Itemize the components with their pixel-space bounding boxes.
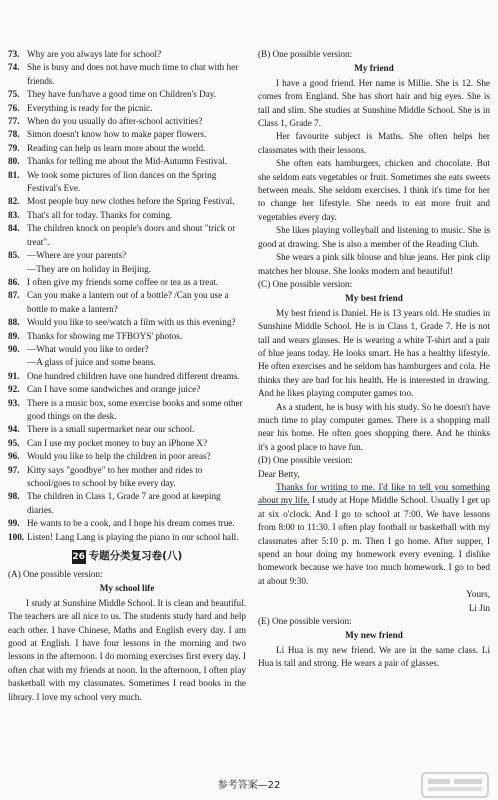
right-column (258, 48, 490, 671)
section-a-label: (A) One possible version: (8, 569, 103, 580)
answer-item (8, 383, 246, 396)
answer-number: 77. (8, 116, 20, 127)
answer-item (8, 450, 246, 463)
answer-number: 88. (8, 317, 20, 328)
answer-number: 94. (8, 424, 20, 435)
answer-number: 87. (8, 290, 20, 301)
section-c-para: As a student, he is busy with his study. So he doesn't have much time to play computer games. There is a shopping mall near his home. He often goes shopping there. And he thinks it's a good place to have fun. (258, 401, 490, 452)
answer-text: The children knock on people's doors and shout "trick or treat". (27, 223, 236, 247)
answer-number: 78. (8, 129, 20, 140)
answer-text: Would you like to help the children in poor areas? (27, 451, 211, 462)
unit-heading (8, 550, 246, 564)
underlined-opening: Thanks for writing to me. I'd like to tell you something about my life. (258, 482, 490, 506)
answer-item (8, 142, 246, 155)
answer-text: He wants to be a cook, and I hope his dream comes true. (27, 518, 235, 529)
answer-item (8, 316, 246, 329)
answer-text: Can I use my pocket money to buy an iPhone X? (27, 437, 208, 448)
unit-title: 专题分类复习卷(八) (88, 550, 183, 563)
answer-number: 93. (8, 397, 20, 408)
answer-number: 86. (8, 276, 20, 287)
answer-number (8, 263, 27, 276)
answer-text: That's all for today. Thanks for coming. (27, 209, 173, 220)
answer-number: 90. (8, 343, 20, 354)
answer-item (8, 423, 246, 436)
answer-number: 81. (8, 169, 20, 180)
answer-text: When do you usually do after-school activities? (27, 116, 203, 127)
answer-item (8, 249, 246, 262)
section-c-para: My best friend is Daniel. He is 13 years old. He studies in Sunshine Middle School. He is in Class 1, Grade 7. He is not tall and wears glasses. He is wearing a white T-shirt and a pair of blue jeans today. He looks smart. He has a healthy lifestyle. He often exercises and he seldom has hamburgers and cola. He thinks they are bad for his health. He is interested in drawing. And he likes playing computer games too. (258, 307, 490, 399)
answer-number: 91. (8, 370, 20, 381)
answer-text: Thanks for telling me about the Mid-Autumn Festival. (27, 156, 228, 167)
answer-item (8, 48, 246, 61)
section-a-title: My school life (99, 583, 155, 594)
letter-greeting: Dear Betty, (258, 468, 300, 479)
section-b-para: She likes playing volleyball and listening to music. She is good at drawing. She is also a member of the Reading Club. (258, 225, 490, 249)
answer-number: 84. (8, 223, 20, 234)
answer-item (8, 531, 246, 544)
answer-text: There is a music box, some exercise books and some other good things on the desk. (27, 397, 243, 421)
answer-text: Reading can help us learn more about the world. (27, 142, 206, 153)
answer-number: 83. (8, 209, 20, 220)
answer-text: Everything is ready for the picnic. (27, 102, 153, 113)
letter-closing: Yours, (466, 589, 490, 600)
answer-item (8, 155, 246, 168)
answer-text: Can you make a lantern out of a bottle? /Can you use a bottle to make a lantern? (27, 290, 229, 314)
answer-item (8, 102, 246, 115)
answer-site-stamp-icon (420, 770, 490, 800)
answer-number: 98. (8, 491, 20, 502)
section-b-label: (B) One possible version: (258, 49, 353, 59)
answer-text: We took some pictures of lion dances on the Spring Festival's Eve. (27, 169, 217, 194)
section-b-para: She wears a pink silk blouse and blue jeans. Her pink clip matches her blouse. She looks modern and beautiful! (258, 252, 490, 276)
answer-item (8, 195, 246, 208)
answer-number: 74. (8, 62, 20, 73)
answer-number: 100. (8, 531, 25, 542)
answer-text: —They are on holiday in Beijing. (27, 263, 152, 274)
section-b-para: Her favourite subject is Maths. She often helps her classmates with their lessons. (258, 131, 490, 155)
answer-item (8, 356, 246, 369)
answer-item (8, 222, 246, 249)
answer-text: There is a small supermarket near our school. (27, 424, 195, 435)
answer-item (8, 397, 246, 424)
answer-number: 99. (8, 518, 20, 529)
answer-item (8, 437, 246, 450)
answer-text: Would you like to see/watch a film with us this evening? (27, 317, 236, 328)
answer-item (8, 88, 246, 101)
answer-text: Kitty says "goodbye" to her mother and rides to school/goes to school by bike every day. (27, 464, 203, 488)
answer-text: Thanks for showing me TFBOYS' photos. (27, 330, 183, 341)
unit-number-badge: 26 (72, 552, 85, 563)
answer-text: Listen! Lang Lang is playing the piano in our school hall. (27, 531, 239, 542)
section-c-title: My best friend (345, 293, 403, 304)
answer-item (8, 464, 246, 491)
section-e-label: (E) One possible version: (258, 616, 352, 627)
section-b-para: I have a good friend. Her name is Millie. She is 12. She comes from England. She has short hair and big eyes. She is tall and slim. She studies at Sunshine Middle School. She is in Class 1, Grade 7. (258, 77, 490, 129)
answer-number: 96. (8, 451, 20, 462)
section-d-body (258, 481, 490, 588)
answer-text: —Where are your parents? (27, 250, 127, 261)
left-column (8, 48, 246, 704)
answer-text: —What would you like to order? (27, 343, 149, 354)
answer-number: 79. (8, 142, 20, 153)
answer-item (8, 276, 246, 289)
answer-item (8, 128, 246, 141)
answer-item (8, 517, 246, 530)
section-b-title: My friend (354, 63, 394, 74)
letter-signature: Li Jin (468, 602, 490, 613)
answer-item (8, 209, 246, 222)
answer-item (8, 61, 246, 88)
answer-text: She is busy and does not have much time to chat with her friends. (27, 62, 239, 86)
section-b-para: She often eats hamburgers, chicken and chocolate. But she seldom eats vegetables or fruit. Sometimes she eats sweets between meals. She seldom exercises. I think it's time for her to change her lifestyle. She needs to eat more fruit and vegetables every day. (258, 158, 490, 222)
answer-number: 76. (8, 102, 20, 113)
answer-item (8, 169, 246, 196)
page-footer: 参考答案—22 (217, 780, 281, 791)
answer-number: 85. (8, 250, 20, 261)
answer-number: 80. (8, 156, 20, 167)
answer-number: 95. (8, 437, 20, 448)
answer-item (8, 330, 246, 343)
letter-body: I study at Hope Middle School. Usually I get up at six o'clock. And I go to school at 7:00. We have lessons from 8:00 to 11:30. I often play football or basketball with my classmates after 5:10 p. m. Then I go home. After supper, I spend an hour doing my homework every evening. I dislike homework because we have too much homework. I go to bed at about 9:30. (258, 495, 490, 586)
answer-item (8, 289, 246, 316)
answer-number: 89. (8, 330, 20, 341)
section-e-title: My new friend (345, 630, 403, 641)
section-a-body: I study at Sunshine Middle School. It is clean and beautiful. The teachers are all nice to us. The students study hard and help each other. I have Chinese, Maths and English every day. I am good at English. I have four lessons in the morning and two lessons in the afternoon. I do morning exercises first every day. I often chat with my friends at noon. In the afternoon, I often play basketball with my classmates. Sometimes I read books in the library. I love my school very much. (8, 597, 246, 702)
section-c-label: (C) One possible version: (258, 278, 353, 289)
answer-text: One hundred children have one hundred different dreams. (27, 370, 240, 381)
answer-item (8, 115, 246, 128)
answer-number: 73. (8, 49, 20, 59)
answer-number (8, 356, 27, 369)
answer-item (8, 343, 246, 356)
answer-text: The children in Class 1, Grade 7 are good at keeping diaries. (27, 491, 221, 515)
answer-number: 97. (8, 464, 20, 475)
answer-number: 82. (8, 196, 20, 207)
answer-item (8, 490, 246, 517)
answer-text: —A glass of juice and some beans. (27, 357, 156, 368)
answer-list (8, 48, 246, 544)
answer-text: Simon doesn't know how to make paper flowers. (27, 129, 207, 140)
answer-item (8, 370, 246, 383)
answer-text: They have fun/have a good time on Children's Day. (27, 89, 217, 100)
answer-text: Can I have some sandwiches and orange juice? (27, 384, 201, 395)
answer-text: I often give my friends some coffee or tea as a treat. (27, 276, 219, 287)
section-e-body: Li Hua is my new friend. We are in the same class. Li Hua is tall and strong. He wears a pair of glasses. (258, 644, 490, 669)
answer-number: 75. (8, 89, 20, 100)
answer-item (8, 263, 246, 276)
section-d-label: (D) One possible version: (258, 455, 353, 466)
answer-text: Why are you always late for school? (27, 49, 162, 59)
answer-number: 92. (8, 384, 20, 395)
answer-text: Most people buy new clothes before the Spring Festival. (27, 196, 235, 207)
